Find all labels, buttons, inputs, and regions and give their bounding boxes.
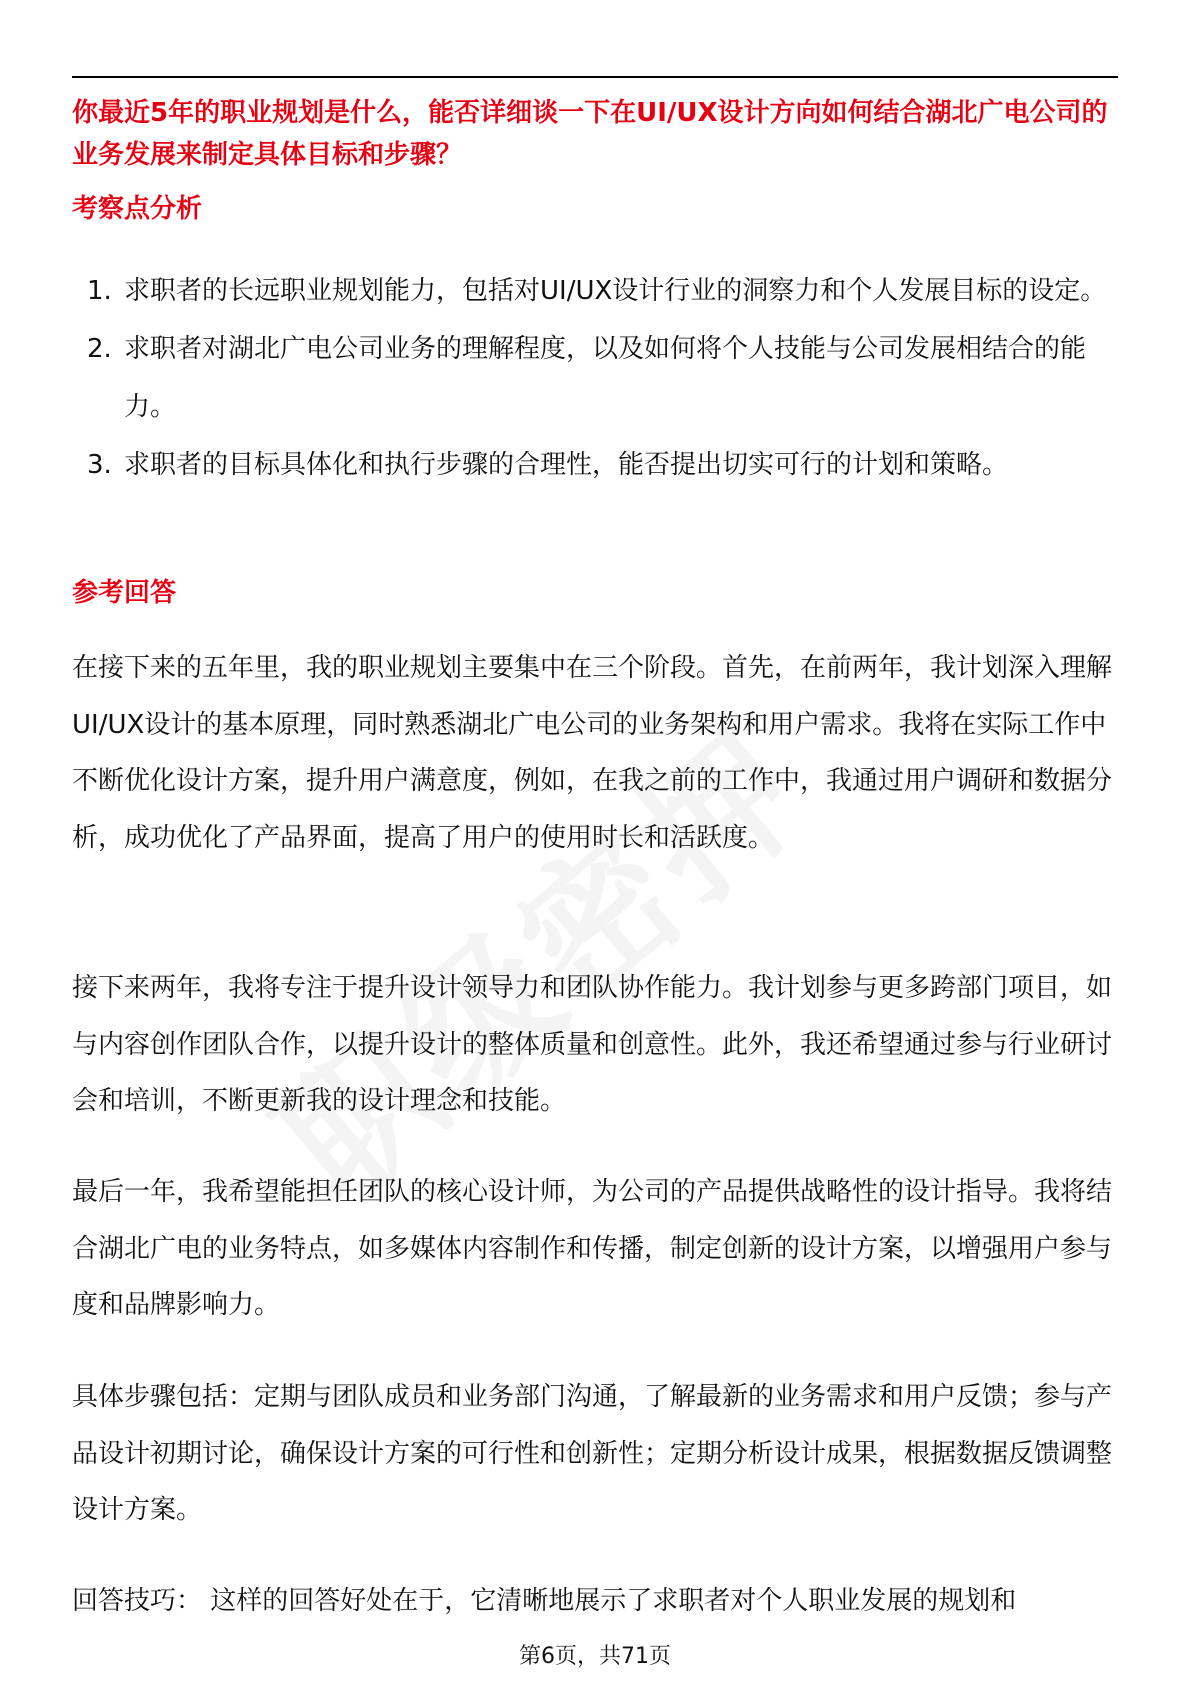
analysis-item-number: 1. xyxy=(87,276,112,306)
answer-paragraph: 具体步骤包括：定期与团队成员和业务部门沟通，了解最新的业务需求和用户反馈；参与产品设计初期讨论，确保设计方案的可行性和创新性；定期分析设计成果，根据数据反馈调整设计方案。 xyxy=(72,1382,1113,1525)
analysis-item-text: 求职者的长远职业规划能力，包括对UI/UX设计行业的洞察力和个人发展目标的设定。 xyxy=(124,276,1107,306)
analysis-item-number: 3. xyxy=(87,450,112,480)
answer-paragraph: 接下来两年，我将专注于提升设计领导力和团队协作能力。我计划参与更多跨部门项目，如与内容创作团队合作，以提升设计的整体质量和创意性。此外，我还希望通过参与行业研讨会和培训，不断更新我的设计理念和技能。 xyxy=(72,973,1113,1116)
analysis-item xyxy=(72,436,1118,494)
analysis-item xyxy=(72,262,1118,320)
analysis-list xyxy=(72,262,1118,494)
top-rule xyxy=(72,76,1118,78)
page-number: 第6页，共71页 xyxy=(519,1644,671,1669)
answer-paragraph: 最后一年，我希望能担任团队的核心设计师，为公司的产品提供战略性的设计指导。我将结合湖北广电的业务特点，如多媒体内容制作和传播，制定创新的设计方案，以增强用户参与度和品牌影响力。 xyxy=(72,1177,1113,1320)
answer-paragraph: 在接下来的五年里，我的职业规划主要集中在三个阶段。首先，在前两年，我计划深入理解UI/UX设计的基本原理，同时熟悉湖北广电公司的业务架构和用户需求。我将在实际工作中不断优化设计方案，提升用户满意度，例如，在我之前的工作中，我通过用户调研和数据分析，成功优化了产品界面，提高了用户的使用时长和活跃度。 xyxy=(72,653,1113,853)
analysis-item-text: 求职者的目标具体化和执行步骤的合理性，能否提出切实可行的计划和策略。 xyxy=(124,450,1009,480)
analysis-heading: 考察点分析 xyxy=(72,194,203,224)
answer-heading: 参考回答 xyxy=(72,578,177,608)
analysis-item xyxy=(72,320,1118,436)
question-title: 你最近5年的职业规划是什么，能否详细谈一下在UI/UX设计方向如何结合湖北广电公司的业务发展来制定具体目标和步骤？ xyxy=(72,98,1108,170)
answer-tips-paragraph: 回答技巧： 这样的回答好处在于，它清晰地展示了求职者对个人职业发展的规划和 xyxy=(72,1586,1017,1616)
analysis-item-number: 2. xyxy=(87,334,112,364)
analysis-item-text: 求职者对湖北广电公司业务的理解程度，以及如何将个人技能与公司发展相结合的能力。 xyxy=(124,334,1087,422)
